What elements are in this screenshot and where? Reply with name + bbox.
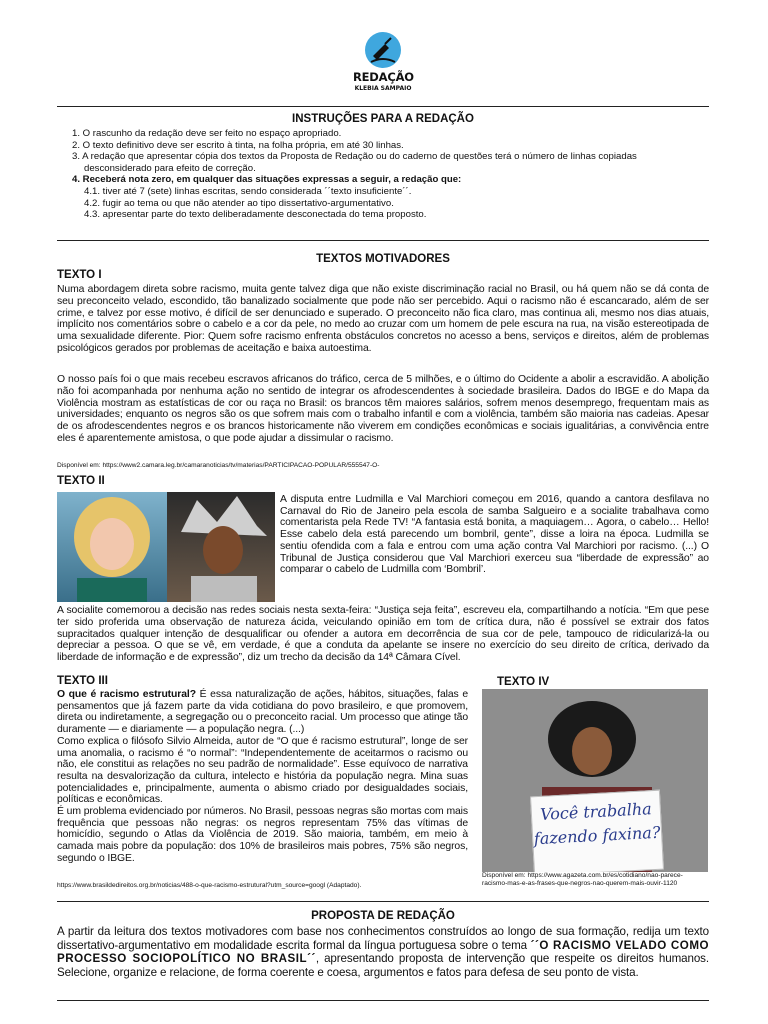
texto-iii-source: https://www.brasildedireitos.org.br/noticias/488-o-que-racismo-estrutural?utm_source=googl (Adaptado). [57,882,362,889]
instruction-subitem: 4.1. tiver até 7 (sete) linhas escritas, sendo considerada ´´texto insuficiente´´. [84,185,412,197]
texto-i-paragraph-2: O nosso país foi o que mais recebeu escravos africanos do tráfico, cerca de 5 milhões, e o último do Ocidente a abolir a escravidão. A abolição não foi acompanhada por nenhuma ação no sentido de integrar os afrodescendentes à sociedade brasileira. Dados do IBGE e do Mapa da Violência mostram as estatísticas de cor ou raça no Brasil: os brancos têm maiores salários, sofrem menos desemprego, frequentam mais as universidades; enquanto os negros são os que sofrem mais com o trabalho infantil e com a violência, também são maioria nas cadeias. Apesar de os afrodescendentes negros e os brancos historicamente não viverem em condições econômicas e sociais igualitárias, a convivência entre eles é aparentemente amistosa, o que pode ajudar a dissimular o racismo. [57,374,709,444]
motivadores-heading: TEXTOS MOTIVADORES [316,253,450,265]
texto-iii-p2: Como explica o filósofo Silvio Almeida, autor de “O que é racismo estrutural”, longe de ser uma anomalia, o racismo é “o normal”: “Independentemente de aceitarmos o racismo ou não, ele constitui as relações no seu padrão de normalidade”. Esse equívoco de narrativa resulta na desvalorização da cultura, intelecto e história da população negra. Mina suas potencialidades e, principalmente, aumenta o abismo criado por desigualdades sociais, políticas e econômicas. [57,735,468,806]
protest-sign: Você trabalha fazendo faxina? [530,790,664,872]
divider [57,106,709,107]
texto-iii-p3: É um problema evidenciado por números. No Brasil, pessoas negras são mortas com mais frequência que pessoas não negras: os negros representam 75% das vítimas de homicídio, segundo o Atlas da Violência de 2019. São maioria, também, em meio à camada mais pobre da população: dos 10% de brasileiros mais pobres, 75% são negros, segundo o IBGE. [57,806,468,864]
instruction-item: 2. O texto definitivo deve ser escrito à tinta, na folha própria, em até 30 linhas. [72,139,404,151]
proposta-tema: ´´O RACISMO VELADO COMO PROCESSO SOCIOPOLÍTICO NO BRASIL´´ [57,938,710,966]
texto-iii-lead: O que é racismo estrutural? [57,689,196,700]
proposta-heading: PROPOSTA DE REDAÇÃO [311,910,455,922]
instruction-item: 3. A redação que apresentar cópia dos textos da Proposta de Redação ou do caderno de questões terá o número de linhas copiadas [72,151,637,163]
texto-iii-p1: É essa naturalização de ações, hábitos, situações, falas e pensamentos que já fazem parte da vida cotidiana do povo brasileiro, e que promovem, direta ou indiretamente, a segregação ou o preconceito racial. Um processo que atinge tão duramente — e diariamente — a população negra. (...) [57,689,468,736]
texto-iii-label: TEXTO III [57,675,108,687]
texto-ii-side-text: A disputa entre Ludmilla e Val Marchiori começou em 2016, quando a cantora desfilava no Carnaval do Rio de Janeiro pela escola de samba Salgueiro e a socialite trabalhava como comentarista pela Rede TV! “A fantasia está bonita, a maquiagem… Agora, o cabelo… Hello! Esse cabelo dela está parecendo um bombril, gente”, disse a loira na época. Ludmilla se sentiu ofendida com a fala e entrou com uma ação contra Val Marchiori por racismo. (...) O Tribunal de Justiça considerou que Val Marchiori exerceu sua “liberdade de expressão” ao comparar o cabelo de Ludmilla com ‘Bombril’. [280,494,709,576]
divider [57,901,709,902]
proposta-pre: A partir da leitura dos textos motivadores com base nos conhecimentos construídos ao longo de sua formação, redija um texto dissertativo-argumentativo em modalidade escrita formal da língua portuguesa sobre o tema [57,925,709,952]
photo-val-marchiori [57,492,167,602]
instructions-list [72,128,637,221]
texto-ii-paragraph: A socialite comemorou a decisão nas redes sociais nesta sexta-feira: “Justiça seja feita”, escreveu ela, compartilhando a notícia. “Em que pese ter sido proferida uma observação de natureza ácida, veiculando opinião em tom de crítica dura, não é possível se extrair dos fatos supracitados qualquer intenção de desqualificar ou ofender a autora em decorrência de sua cor de pele, tampouco de ridicularizá-la ou depreciar a pessoa. O que se vê, em verdade, é que a conduta da apelante se insere no exercício do seu direito de crítica, derivado da liberdade de informação e de expressão”, diz um trecho da decisão da 14ª Câmara Cível. [57,605,709,664]
texto-iv-source: Disponível em: https://www.agazeta.com.br/es/cotidiano/nao-parece-racismo-mas-e-as-frases-que-negros-nao-querem-mais-ouvir-1120 [482,872,683,887]
texto-iii-body [57,689,468,865]
instruction-subitem: 4.2. fugir ao tema ou que não atender ao tipo dissertativo-argumentativo. [84,197,394,209]
pen-book-icon [365,32,401,68]
divider [57,240,709,241]
instruction-subitem: 4.3. apresentar parte do texto deliberadamente desconectada do tema proposto. [84,209,427,221]
divider [57,1000,709,1001]
proposta-text [57,925,709,979]
instructions-heading: INSTRUÇÕES PARA A REDAÇÃO [292,113,474,125]
texto-i-label: TEXTO I [57,269,102,281]
texto-iv-label: TEXTO IV [497,676,550,688]
texto-i-paragraph-1: Numa abordagem direta sobre racismo, muita gente talvez diga que não existe discriminação racial no Brasil, ou há quem não se dá conta de seu preconceito velado, escondido, tão banalizado socialmente que pode não ser percebido. Aqui o racismo não é escancarado, além de ser crime, e talvez por esse motivo, é difícil de ser denunciado e superado. O preconceito não fica claro, mas continua ali, mesmo nos dias atuais, implícito nos comentários sobre o cabelo e a cor da pele, no medo ao cruzar com um homem de pele escura na rua, na visão estereotipada de uma sexualidade diferente. Pior: Quem sofre racismo enfrenta obstáculos concretos no acesso a bens, serviços e direitos, além de problemas psicológicos gerados por problemas de aceitação e baixa autoestima. [57,284,709,354]
instruction-item: desconsiderado para efeito de correção. [84,162,256,174]
logo [353,32,413,100]
logo-subtitle: KLEBIA SAMPAIO [354,85,412,92]
instruction-item: 1. O rascunho da redação deve ser feito no espaço apropriado. [72,128,342,139]
texto-i-source: Disponível em: https://www2.camara.leg.br/camaranoticias/tv/materias/PARTICIPACAO-POPULAR/555547-O- [57,462,380,469]
photo-woman-with-sign [482,689,708,872]
logo-title: REDAÇÃO [353,70,414,84]
instruction-item: 4. Receberá nota zero, em qualquer das situações expressas a seguir, a redação que: [72,174,462,186]
texto-ii-label: TEXTO II [57,475,105,487]
proposta-post: , apresentando proposta de intervenção que respeite os direitos humanos. Selecione, organize e relacione, de forma coerente e coesa, argumentos e fatos para defesa de seu ponto de vista. [57,952,709,979]
photo-ludmilla [167,492,275,602]
